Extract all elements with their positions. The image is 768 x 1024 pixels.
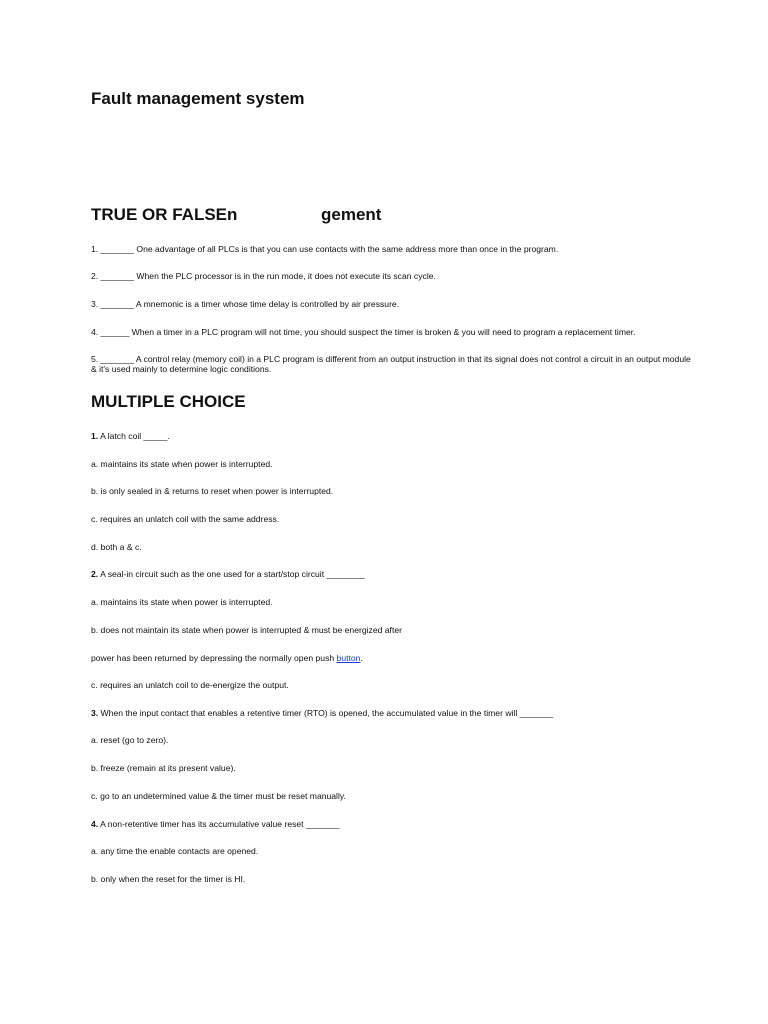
question-2-option-a: a. maintains its state when power is interrupted. [91,597,273,607]
true-false-item-2: 2. _______ When the PLC processor is in the run mode, it does not execute its scan cycle. [91,271,436,281]
question-4-option-a: a. any time the enable contacts are opened. [91,846,259,856]
question-3-number: 3. [91,708,99,718]
question-3-option-a: a. reset (go to zero). [91,735,169,745]
question-1-option-d: d. both a & c. [91,542,142,552]
page-title: Fault management system [91,89,305,108]
true-false-heading [91,205,382,225]
question-4-option-b: b. only when the reset for the timer is HI. [91,874,246,884]
multiple-choice-heading: MULTIPLE CHOICE [91,392,246,411]
question-2 [91,569,691,579]
true-false-heading-text: TRUE OR FALSEn [91,205,238,224]
true-false-item-3: 3. _______ A mnemonic is a timer whose time delay is controlled by air pressure. [91,299,400,309]
continuation-text: power has been returned by depressing the normally open push [91,653,337,663]
question-3-option-b: b. freeze (remain at its present value). [91,763,236,773]
question-3-option-c: c. go to an undetermined value & the timer must be reset manually. [91,791,346,801]
question-1-text: A latch coil _____. [98,431,170,441]
true-false-item-4: 4. ______ When a timer in a PLC program will not time, you should suspect the timer is broken & you will need to program a replacement timer. [91,327,636,337]
question-1-option-c: c. requires an unlatch coil with the same address. [91,514,280,524]
question-2-text: A seal-in circuit such as the one used for a start/stop circuit ________ [98,569,365,579]
question-1-option-b: b. is only sealed in & returns to reset when power is interrupted. [91,486,334,496]
question-1-option-a: a. maintains its state when power is interrupted. [91,459,273,469]
button-link[interactable]: button [336,653,361,663]
question-4-number: 4. [91,819,99,829]
continuation-period: . [360,653,363,663]
question-2-number: 2. [91,569,99,579]
question-1-number: 1. [91,431,99,441]
question-1 [91,431,691,441]
question-3-text: When the input contact that enables a retentive timer (RTO) is opened, the accumulated value in the timer will _______ [98,708,554,718]
question-2-option-c: c. requires an unlatch coil to de-energize the output. [91,680,289,690]
question-4 [91,819,691,829]
true-false-item-5: 5. _______ A control relay (memory coil) in a PLC program is different from an output instruction in that its signal does not control a circuit in an output module & it's used mainly to determine logic conditions. [91,354,691,374]
question-4-text: A non-retentive timer has its accumulative value reset _______ [98,819,340,829]
question-3 [91,708,691,718]
true-false-item-1: 1. _______ One advantage of all PLCs is that you can use contacts with the same address more than once in the program. [91,244,559,254]
question-2-option-b-continuation [91,653,691,663]
true-false-heading-suffix: gement [321,205,382,224]
question-2-option-b: b. does not maintain its state when power is interrupted & must be energized after [91,625,402,635]
